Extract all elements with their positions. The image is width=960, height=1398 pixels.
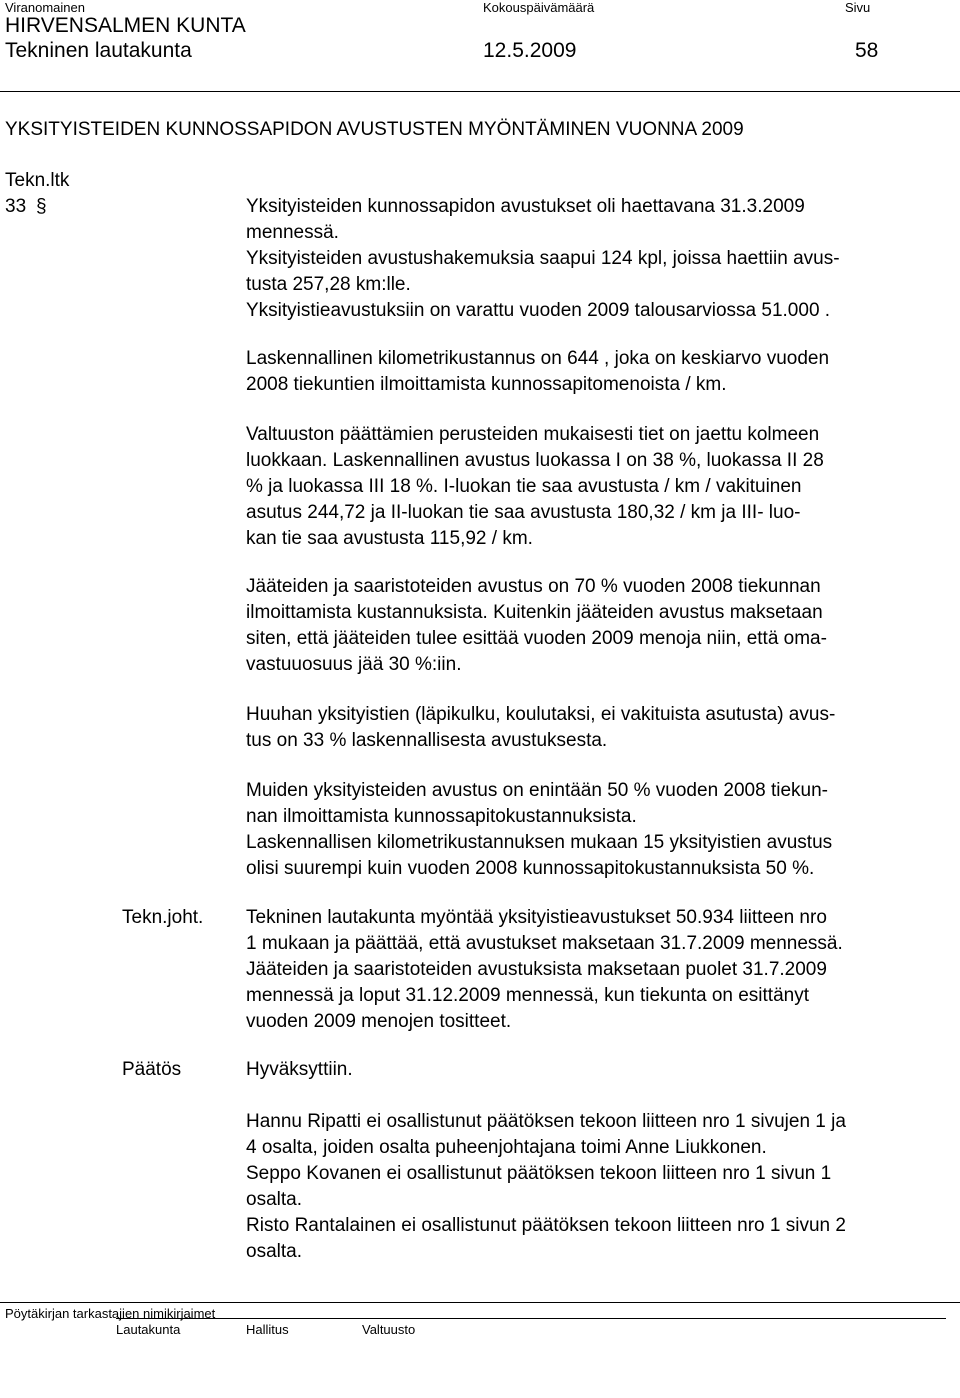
header-org-name: HIRVENSALMEN KUNTA <box>5 14 246 37</box>
text-line: Muiden yksityisteiden avustus on enintään 50 % vuoden 2008 tiekun- <box>246 780 828 801</box>
section-symbol: § <box>36 196 47 217</box>
text-line: olisi suurempi kuin vuoden 2008 kunnossapitokustannuksista 50 %. <box>246 858 815 879</box>
paragraph-other-roads <box>246 778 946 882</box>
section-number: 33 <box>5 196 27 217</box>
text-line: vuoden 2009 menojen tositteet. <box>246 1011 512 1032</box>
section-org-label: Tekn.ltk <box>5 170 70 191</box>
text-line: Risto Rantalainen ei osallistunut päätöksen tekoon liitteen nro 1 sivun 2 <box>246 1215 846 1236</box>
text-line: siten, että jääteiden tulee esittää vuoden 2009 menoja niin, että oma- <box>246 628 827 649</box>
text-line: 1 mukaan ja päättää, että avustukset maksetaan 31.7.2009 mennessä. <box>246 933 843 954</box>
footer-board-label: Hallitus <box>246 1322 289 1337</box>
paragraph-ice-roads <box>246 574 946 678</box>
footer-signatures-label: Pöytäkirjan tarkastajien nimikirjaimet <box>5 1306 216 1321</box>
header-date: 12.5.2009 <box>483 39 577 62</box>
header-authority: Tekninen lautakunta <box>5 39 192 62</box>
text-line: osalta. <box>246 1241 302 1262</box>
text-line: tus on 33 % laskennallisesta avustuksesta. <box>246 730 608 751</box>
footer-divider <box>0 1302 960 1303</box>
text-line: 2008 tiekuntien ilmoittamista kunnossapitomenoista / km. <box>246 374 727 395</box>
text-line: ilmoittamista kustannuksista. Kuitenkin jääteiden avustus maksetaan <box>246 602 823 623</box>
text-line: nan ilmoittamista kunnossapitokustannuksista. <box>246 806 637 827</box>
text-line: Yksityistieavustuksiin on varattu vuoden 2009 talousarviossa 51.000 . <box>246 300 831 321</box>
proposal-text <box>246 905 946 1035</box>
paragraph-huuha-road <box>246 702 946 754</box>
text-line: Laskennallinen kilometrikustannus on 644 , joka on keskiarvo vuoden <box>246 348 830 369</box>
header-divider <box>0 91 960 92</box>
text-line: asutus 244,72 ja II-luokan tie saa avustusta 180,32 / km ja III- luo- <box>246 502 801 523</box>
text-line: tusta 257,28 km:lle. <box>246 274 411 295</box>
header-page-label: Sivu <box>845 0 871 15</box>
header-authority-label: Viranomainen <box>5 0 85 15</box>
text-line: Laskennallisen kilometrikustannuksen mukaan 15 yksityistien avustus <box>246 832 833 853</box>
text-line: mennessä. <box>246 222 339 243</box>
footer-committee-label: Lautakunta <box>116 1322 181 1337</box>
text-line: vastuuosuus jää 30 %:iin. <box>246 654 462 675</box>
text-line: Seppo Kovanen ei osallistunut päätöksen tekoon liitteen nro 1 sivun 1 <box>246 1163 832 1184</box>
header-date-label: Kokouspäivämäärä <box>483 0 595 15</box>
text-line: 4 osalta, joiden osalta puheenjohtajana toimi Anne Liukkonen. <box>246 1137 767 1158</box>
text-line: Jääteiden ja saaristoteiden avustus on 70 % vuoden 2008 tiekunnan <box>246 576 821 597</box>
text-line: Hannu Ripatti ei osallistunut päätöksen tekoon liitteen nro 1 sivujen 1 ja <box>246 1111 846 1132</box>
text-line: Huuhan yksityistien (läpikulku, koulutaksi, ei vakituista asutusta) avus- <box>246 704 836 725</box>
decision-text: Hyväksyttiin. <box>246 1059 353 1080</box>
footer-council-label: Valtuusto <box>362 1322 416 1337</box>
paragraph-applications <box>246 194 946 324</box>
paragraph-km-cost <box>246 346 946 398</box>
decision-label: Päätös <box>122 1059 182 1080</box>
page-title: YKSITYISTEIDEN KUNNOSSAPIDON AVUSTUSTEN MYÖNTÄMINEN VUONNA 2009 <box>5 119 744 140</box>
text-line: Tekninen lautakunta myöntää yksityistieavustukset 50.934 liitteen nro <box>246 907 827 928</box>
text-line: luokkaan. Laskennallinen avustus luokassa I on 38 %, luokassa II 28 <box>246 450 824 471</box>
footer-signature-line <box>116 1318 946 1319</box>
header-page-number: 58 <box>855 39 879 62</box>
text-line: Valtuuston päättämien perusteiden mukaisesti tiet on jaettu kolmeen <box>246 424 820 445</box>
text-line: % ja luokassa III 18 %. I-luokan tie saa avustusta / km / vakituinen <box>246 476 802 497</box>
proposal-label: Tekn.joht. <box>122 907 204 928</box>
disqualification-notes <box>246 1109 946 1265</box>
text-line: Yksityisteiden avustushakemuksia saapui 124 kpl, joissa haettiin avus- <box>246 248 840 269</box>
paragraph-road-classes <box>246 422 946 552</box>
text-line: kan tie saa avustusta 115,92 / km. <box>246 528 533 549</box>
text-line: osalta. <box>246 1189 302 1210</box>
text-line: Jääteiden ja saaristoteiden avustuksista maksetaan puolet 31.7.2009 <box>246 959 827 980</box>
text-line: mennessä ja loput 31.12.2009 mennessä, kun tiekunta on esittänyt <box>246 985 809 1006</box>
text-line: Yksityisteiden kunnossapidon avustukset oli haettavana 31.3.2009 <box>246 196 805 217</box>
